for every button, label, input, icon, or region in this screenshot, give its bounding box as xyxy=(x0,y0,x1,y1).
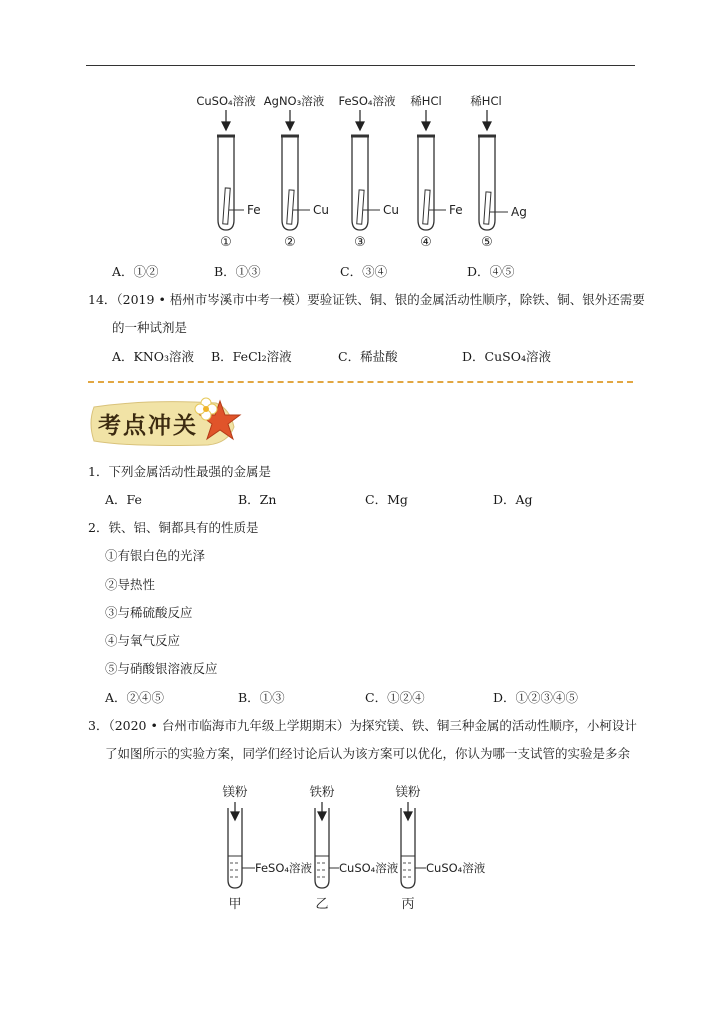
solution-label-jia: FeSO₄溶液 xyxy=(255,861,313,875)
option-b: B．①③ xyxy=(238,690,285,705)
reagent-label-4: 稀HCl xyxy=(410,94,442,108)
powder-label-jia: 镁粉 xyxy=(222,784,248,799)
tube-label-yi: 乙 xyxy=(315,897,329,912)
metal-label-1: Fe xyxy=(247,203,261,217)
tube-number-1: ① xyxy=(220,235,232,250)
option-c: C．①②④ xyxy=(365,690,425,705)
option-c: C．稀盐酸 xyxy=(338,349,398,364)
reagent-label-3: FeSO₄溶液 xyxy=(338,94,396,108)
option-b: B．FeCl₂溶液 xyxy=(211,349,292,364)
question-3-stem: 3．（2020 • 台州市临海市九年级上学期期末）为探究镁、铁、铜三种金属的活动性顺序，小柯设计 xyxy=(88,718,637,733)
tube-label-bing: 丙 xyxy=(401,897,415,912)
reagent-label-2: AgNO₃溶液 xyxy=(263,94,325,108)
magnesium-iron-figure xyxy=(215,780,515,915)
option-b: B．①③ xyxy=(214,264,261,279)
section-divider xyxy=(88,381,633,383)
metal-label-2: Cu xyxy=(313,203,329,217)
statement-1: ①有银白色的光泽 xyxy=(105,548,206,563)
statement-3: ③与稀硫酸反应 xyxy=(105,605,193,620)
tube-number-2: ② xyxy=(284,235,296,250)
question-3-stem-cont: 了如图所示的实验方案，同学们经讨论后认为该方案可以优化，你认为哪一支试管的实验是多余 xyxy=(105,746,631,761)
tube-label-jia: 甲 xyxy=(228,897,242,912)
option-a: A．①② xyxy=(112,264,159,279)
statement-5: ⑤与硝酸银溶液反应 xyxy=(105,661,218,676)
question-14-stem: 14．（2019 • 梧州市岑溪市中考一模）要验证铁、铜、银的金属活动性顺序，除铁、铜、银外还需要 xyxy=(88,292,645,307)
tube-number-3: ③ xyxy=(354,235,366,250)
section-banner xyxy=(88,397,248,449)
solution-label-yi: CuSO₄溶液 xyxy=(339,861,399,875)
option-d: D．①②③④⑤ xyxy=(493,690,579,705)
statement-4: ④与氧气反应 xyxy=(105,633,181,648)
option-c: C．Mg xyxy=(365,492,408,507)
question-14-stem-cont: 的一种试剂是 xyxy=(112,320,188,335)
option-c: C．③④ xyxy=(340,264,388,279)
powder-label-bing: 镁粉 xyxy=(395,784,421,799)
option-b: B．Zn xyxy=(238,492,277,507)
banner-title: 考点冲关 xyxy=(98,412,198,439)
header-rule xyxy=(86,65,635,66)
metal-label-5: Ag xyxy=(511,205,527,219)
statement-2: ②导热性 xyxy=(105,577,156,592)
option-d: D．④⑤ xyxy=(467,264,515,279)
test-tubes-figure xyxy=(180,88,550,250)
reagent-label-1: CuSO₄溶液 xyxy=(196,94,256,108)
tube-number-4: ④ xyxy=(420,235,432,250)
option-a: A．KNO₃溶液 xyxy=(112,349,195,364)
option-a: A．Fe xyxy=(105,492,142,507)
metal-label-3: Cu xyxy=(383,203,399,217)
option-a: A．②④⑤ xyxy=(105,690,165,705)
solution-label-bing: CuSO₄溶液 xyxy=(426,861,486,875)
question-1-stem: 1．下列金属活动性最强的金属是 xyxy=(88,464,271,479)
option-d: D．Ag xyxy=(493,492,533,507)
powder-label-yi: 铁粉 xyxy=(309,784,335,799)
reagent-label-5: 稀HCl xyxy=(470,94,502,108)
tube-number-5: ⑤ xyxy=(481,235,493,250)
metal-label-4: Fe xyxy=(449,203,463,217)
option-d: D．CuSO₄溶液 xyxy=(462,349,551,364)
question-2-stem: 2．铁、铝、铜都具有的性质是 xyxy=(88,520,259,535)
